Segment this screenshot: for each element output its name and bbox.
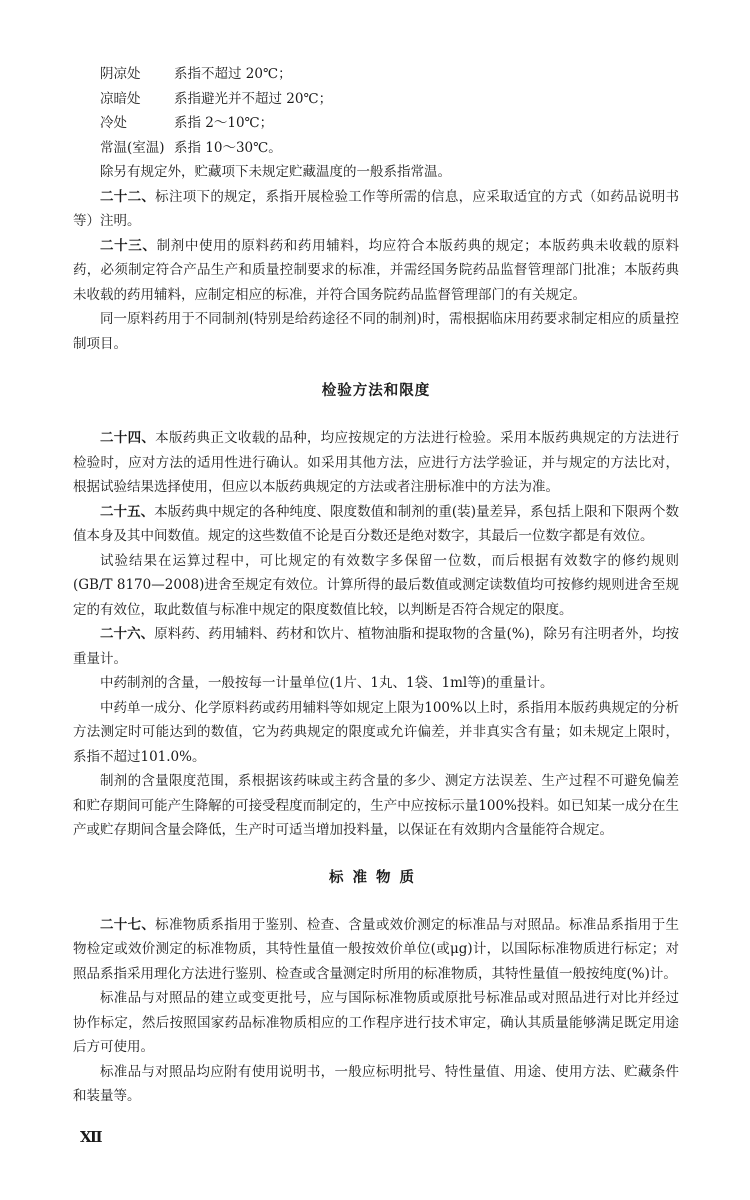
article-number: 二十三、 (100, 237, 157, 254)
article-24 (73, 426, 679, 500)
article-25-paragraph: 试验结果在运算过程中，可比规定的有效数字多保留一位数，而后根据有效数字的修约规则(GB/T 8170—2008)进舍至规定有效位。计算所得的最后数值或测定读数值均可按修约规则进舍至规定的有效位，取此数值与标准中规定的限度数值比较，以判断是否符合规定的限度。 (73, 552, 679, 618)
article-23-paragraph: 同一原料药用于不同制剂(特别是给药途径不同的制剂)时，需根据临床用药要求制定相应的质量控制项目。 (73, 311, 679, 352)
page-number: Ⅻ (80, 1128, 103, 1146)
definition-term: 凉暗处 (100, 90, 141, 107)
article-26-paragraph: 制剂的含量限度范围，系根据该药味或主药含量的多少、测定方法误差、生产过程不可避免偏差和贮存期间可能产生降解的可接受程度而制定的，生产中应按标示量100%投料。如已知某一成分在生产或贮存期间含量会降低，生产时可适当增加投料量，以保证在有效期内含量能符合规定。 (73, 773, 679, 838)
article-text: 制剂中使用的原料药和药用辅料，均应符合本版药典的规定；本版药典未收载的原料药，必须制定符合产品生产和质量控制要求的标准，并需经国务院药品监督管理部门批准；本版药典未收载的药用辅料，应制定相应的标准，并符合国务院药品监督管理部门的有关规定。 (73, 237, 680, 303)
article-25 (73, 500, 679, 549)
article-text: 标注项下的规定，系指开展检验工作等所需的信息，应采取适宜的方式（如药品说明书等）注明。 (73, 188, 679, 229)
section-heading-standards: 标准物质 (329, 869, 423, 886)
definition-row (73, 62, 679, 87)
definition-desc: 系指 10～30℃。 (174, 139, 282, 156)
article-text: 原料药、药用辅料、药材和饮片、植物油脂和提取物的含量(%)，除另有注明者外，均按重量计。 (73, 626, 679, 667)
definition-desc: 系指不超过 20℃； (174, 66, 292, 82)
article-27-paragraph: 标准品与对照品均应附有使用说明书，一般应标明批号、特性量值、用途、使用方法、贮藏条件和装量等。 (73, 1063, 679, 1104)
definition-term: 阴凉处 (100, 66, 141, 82)
definition-term: 常温(室温) (100, 139, 165, 156)
definition-term: 冷处 (100, 115, 127, 131)
article-26 (73, 622, 679, 671)
article-text: 标准物质系指用于鉴别、检查、含量或效价测定的标准品与对照品。标准品系指用于生物检定或效价测定的标准物质，其特性量值一般按效价单位(或μg)计，以国际标准物质进行标定；对照品系指采用理化方法进行鉴别、检查或含量测定时所用的标准物质，其特性量值一般按纯度(%)计。 (73, 916, 679, 982)
article-27 (73, 913, 679, 987)
definition-desc: 系指避光并不超过 20℃； (174, 90, 333, 107)
article-26-paragraph: 中药制剂的含量，一般按每一计量单位(1片、1丸、1袋、1ml等)的重量计。 (100, 675, 554, 691)
document-page (73, 62, 679, 1109)
storage-definitions (73, 62, 679, 160)
article-22 (73, 185, 679, 234)
definition-row (73, 87, 679, 112)
definition-row (73, 111, 679, 136)
article-number: 二十二、 (100, 188, 156, 205)
article-number: 二十七、 (100, 916, 156, 933)
definition-desc: 系指 2～10℃； (174, 115, 274, 131)
article-23 (73, 234, 679, 308)
section-heading-methods: 检验方法和限度 (321, 383, 431, 399)
article-number: 二十四、 (100, 430, 156, 446)
article-text: 本版药典中规定的各种纯度、限度数值和制剂的重(装)量差异，系包括上限和下限两个数值本身及其中间数值。规定的这些数值不论是百分数还是绝对数字，其最后一位数字都是有效位。 (73, 503, 679, 544)
article-26-paragraph: 中药单一成分、化学原料药或药用辅料等如规定上限为100%以上时，系指用本版药典规定的分析方法测定时可能达到的数值，它为药典规定的限度或允许偏差，并非真实含有量；如未规定上限时，系指不超过101.0%。 (73, 699, 679, 765)
definition-row (73, 136, 679, 161)
article-number: 二十六、 (100, 626, 155, 642)
article-number: 二十五、 (100, 503, 155, 520)
article-text: 本版药典正文收载的品种，均应按规定的方法进行检验。采用本版药典规定的方法进行检验时，应对方法的适用性进行确认。如采用其他方法，应进行方法学验证，并与规定的方法比对，根据试验结果选择使用，但应以本版药典规定的方法或者注册标准中的方法为准。 (73, 430, 679, 495)
paragraph-default-storage: 除另有规定外，贮藏项下未规定贮藏温度的一般系指常温。 (100, 164, 451, 180)
article-27-paragraph: 标准品与对照品的建立或变更批号，应与国际标准物质或原批号标准品或对照品进行对比并经过协作标定，然后按照国家药品标准物质相应的工作程序进行技术审定，确认其质量能够满足既定用途后方可使用。 (73, 990, 679, 1055)
